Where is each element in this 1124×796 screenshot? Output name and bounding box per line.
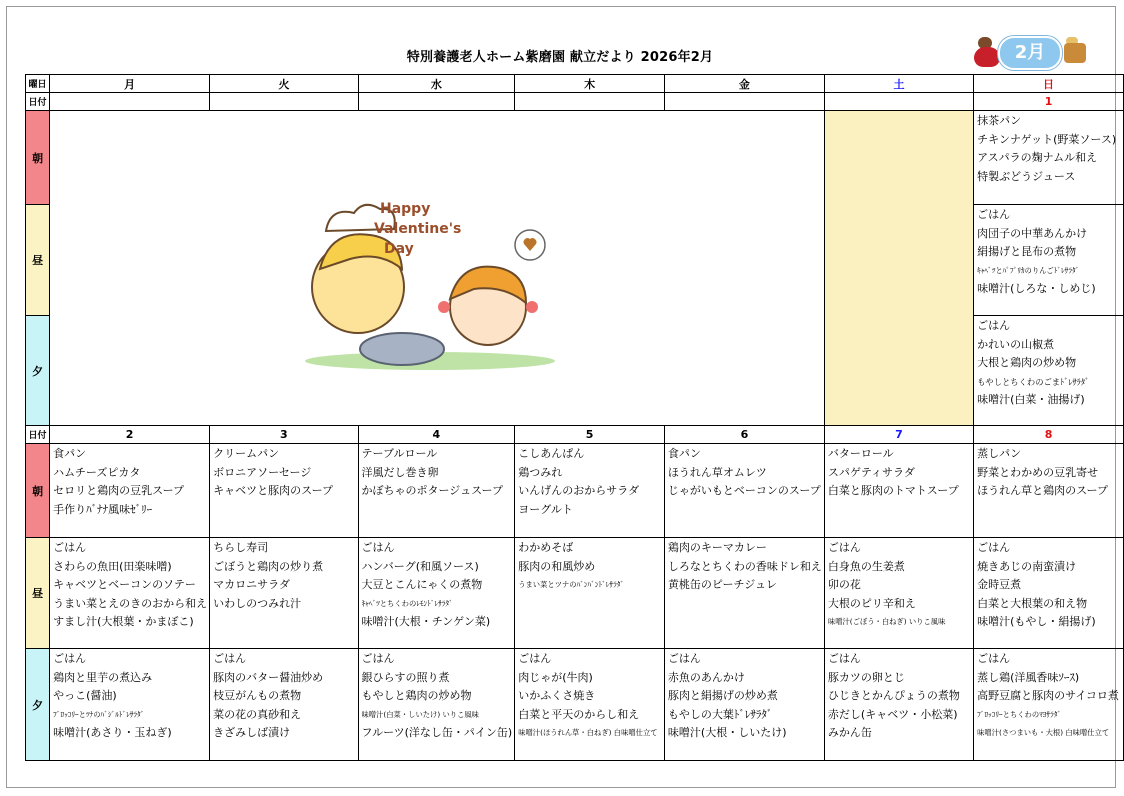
meal-cell-lunch [824, 538, 973, 649]
menu-item: 鶏肉のキーマカレー [667, 541, 767, 554]
menu-item: ｷｬﾍﾞﾂとﾊﾟﾌﾟﾘｶのりんごﾄﾞﾚｻﾗﾀﾞ [977, 265, 1080, 275]
menu-item: ハムチーズピカタ [53, 465, 141, 479]
menu-item: 鶏肉と里芋の煮込み [53, 670, 153, 684]
menu-item: 赤だし(キャベツ・小松菜) [827, 707, 958, 721]
menu-item: いかふくさ焼き [518, 689, 596, 703]
menu-item: 豚カツの卵とじ [827, 670, 905, 684]
menu-item: うまい菜とツナのﾊﾞﾝﾊﾞﾝﾄﾞﾚｻﾗﾀﾞ [518, 580, 625, 590]
menu-item: かぼちゃのポタージュスープ [361, 484, 503, 498]
menu-item: こしあんぱん [518, 447, 585, 460]
menu-item: ごはん [361, 541, 395, 554]
menu-item: わかめそば [518, 541, 574, 554]
meal-cell-dinner [210, 649, 358, 761]
menu-item: ごはん [827, 652, 861, 665]
menu-item: ごはん [977, 652, 1011, 665]
weekday-thu: 木 [515, 75, 665, 93]
week1-breakfast-row [26, 111, 1124, 205]
weekday-fri: 金 [664, 75, 824, 93]
meal-cell-lunch [515, 538, 665, 649]
menu-item: 味噌汁(しろな・しめじ) [977, 282, 1096, 296]
meal-label-dinner: 夕 [26, 649, 50, 761]
menu-item: 白菜と平天のからし和え [518, 707, 640, 721]
meal-cell-breakfast [824, 444, 973, 538]
menu-item: じゃがいもとベーコンのスープ [667, 484, 821, 498]
illustration-cell [50, 111, 825, 426]
menu-item: 蒸しパン [977, 447, 1022, 460]
meal-cell-lunch [358, 538, 515, 649]
date-cell: 5 [515, 426, 665, 444]
menu-item: ヨーグルト [518, 502, 573, 516]
menu-item: 味噌汁(ほうれん草・白ねぎ) 白味噌仕立て [518, 728, 658, 738]
cake-icon [1064, 43, 1086, 63]
weekday-sun: 日 [974, 75, 1124, 93]
heart-icon [974, 47, 1000, 67]
menu-item: キャベツとベーコンのソテー [53, 578, 196, 592]
menu-item: もやしと鶏肉の炒め物 [361, 689, 472, 703]
menu-item: 大根と鶏肉の炒め物 [977, 356, 1077, 370]
menu-item: 手作りﾊﾞﾅﾅ風味ｾﾞﾘｰ [53, 502, 153, 516]
menu-item: ｷｬﾍﾞﾂとちくわのﾚﾓﾝﾄﾞﾚｻﾗﾀﾞ [361, 598, 453, 608]
menu-item: セロリと鶏肉の豆乳スープ [53, 484, 185, 498]
sun-dinner-cell [974, 316, 1124, 426]
meal-label-breakfast: 朝 [26, 444, 50, 538]
meal-cell-lunch [974, 538, 1124, 649]
menu-item: 味噌汁(白菜・油揚げ) [977, 393, 1085, 407]
menu-item: 赤魚のあんかけ [667, 670, 745, 684]
menu-item: チキンナゲット(野菜ソース) [977, 132, 1117, 146]
menu-item: 絹揚げと昆布の煮物 [977, 245, 1077, 259]
menu-item: ごはん [518, 652, 552, 665]
menu-item: マカロニサラダ [213, 578, 291, 592]
menu-item: ごぼうと鶏肉の炒り煮 [213, 559, 324, 573]
menu-item: 大豆とこんにゃくの煮物 [361, 578, 483, 592]
menu-item: ひじきとかんぴょうの煮物 [827, 689, 960, 703]
menu-item: 枝豆がんもの煮物 [213, 689, 302, 703]
menu-item: バターロール [827, 447, 894, 460]
menu-item: ハンバーグ(和風ソース) [361, 559, 479, 573]
illustration-text-line1: Happy [380, 201, 431, 217]
weekday-mon: 月 [50, 75, 210, 93]
menu-item: 銀ひらすの照り煮 [361, 670, 450, 684]
menu-item: 豚肉と絹揚げの炒め煮 [667, 689, 778, 703]
meal-cell-lunch [210, 538, 358, 649]
menu-item: 食パン [667, 447, 701, 460]
valentine-illustration [290, 189, 570, 379]
meal-cell-lunch [50, 538, 210, 649]
menu-item: いわしのつみれ汁 [213, 596, 302, 610]
menu-item: ごはん [827, 541, 861, 554]
menu-item: ごはん [977, 541, 1011, 554]
menu-item: 高野豆腐と豚肉のサイコロ煮 [977, 689, 1119, 703]
menu-item: ほうれん草オムレツ [667, 465, 767, 479]
weekday-sat: 土 [824, 75, 973, 93]
menu-item: ﾌﾞﾛｯｺﾘｰとちくわのﾏﾖｻﾗﾀﾞ [977, 709, 1062, 719]
menu-item: 焼きあじの南蛮漬け [977, 559, 1077, 573]
menu-item: ごはん [977, 319, 1011, 332]
weekday-label: 曜日 [26, 75, 50, 93]
meal-cell-lunch [664, 538, 824, 649]
meal-label-breakfast: 朝 [26, 111, 50, 205]
menu-item: 味噌汁(白菜・しいたけ) いりこ風味 [361, 709, 479, 719]
menu-item: クリームパン [213, 447, 280, 460]
week2-breakfast-row [26, 444, 1124, 538]
weekday-header-row [26, 75, 1124, 93]
meal-cell-breakfast [210, 444, 358, 538]
weekday-wed: 水 [358, 75, 515, 93]
menu-item: 味噌汁(大根・チンゲン菜) [361, 615, 491, 629]
menu-item: ごはん [53, 652, 87, 665]
meal-cell-breakfast [50, 444, 210, 538]
menu-item: うまい菜とえのきのおから和え [53, 596, 208, 610]
menu-item: 味噌汁(あさり・玉ねぎ) [53, 726, 172, 740]
weekday-tue: 火 [210, 75, 358, 93]
menu-item: ごはん [213, 652, 247, 665]
saturday-empty-cell [824, 111, 973, 426]
menu-item: もやしの大葉ﾄﾞﾚｻﾗﾀﾞ [667, 707, 773, 721]
date-cell [515, 93, 665, 111]
sun-lunch-cell [974, 205, 1124, 316]
date-cell [50, 93, 210, 111]
meal-label-lunch: 昼 [26, 538, 50, 649]
sun-breakfast-cell [974, 111, 1124, 205]
date-cell: 4 [358, 426, 515, 444]
date-cell: 1 [974, 93, 1124, 111]
week2-dinner-row [26, 649, 1124, 761]
menu-item: もやしとちくわのごまﾄﾞﾚｻﾗﾀﾞ [977, 376, 1090, 387]
menu-item: ごはん [53, 541, 87, 554]
menu-item: しろなとちくわの香味ドレ和え [667, 559, 822, 573]
illustration-text-line2: Valentine's [374, 221, 462, 237]
menu-item: テーブルロール [361, 447, 438, 460]
meal-label-dinner: 夕 [26, 316, 50, 426]
menu-item: アスパラの麹ナムル和え [977, 151, 1098, 165]
date-row-week2 [26, 426, 1124, 444]
menu-item: 肉団子の中華あんかけ [977, 226, 1088, 240]
menu-item: ﾌﾞﾛｯｺﾘｰとﾂﾅのﾊﾞｼﾞﾙﾄﾞﾚｻﾗﾀﾞ [53, 709, 145, 719]
week2-lunch-row [26, 538, 1124, 649]
meal-cell-dinner [515, 649, 665, 761]
menu-item: さわらの魚田(田楽味噌) [53, 559, 172, 573]
menu-item: 肉じゃが(牛肉) [518, 670, 593, 684]
meal-cell-dinner [974, 649, 1124, 761]
menu-item: 味噌汁(さつまいも・大根) 白味噌仕立て [977, 728, 1110, 738]
menu-item: すまし汁(大根葉・かまぼこ) [53, 615, 194, 629]
meal-cell-dinner [824, 649, 973, 761]
meal-cell-breakfast [974, 444, 1124, 538]
date-row-week1 [26, 93, 1124, 111]
menu-item: 菜の花の真砂和え [213, 707, 302, 721]
menu-item: ちらし寿司 [213, 541, 269, 554]
meal-cell-dinner [50, 649, 210, 761]
date-cell: 8 [974, 426, 1124, 444]
date-cell [210, 93, 358, 111]
menu-item: 豚肉のバター醤油炒め [213, 670, 324, 684]
menu-item: かれいの山椒煮 [977, 337, 1055, 351]
date-label: 日付 [26, 426, 50, 444]
menu-item: 金時豆煮 [977, 578, 1022, 592]
mixing-bowl-icon [360, 333, 444, 365]
menu-item: 卯の花 [827, 578, 861, 592]
menu-item: フルーツ(洋なし缶・パイン缶) [361, 726, 513, 740]
date-label: 日付 [26, 93, 50, 111]
hair-ribbon-icon [438, 301, 450, 313]
menu-item: ボロニアソーセージ [213, 465, 312, 479]
menu-item: 食パン [53, 447, 87, 460]
menu-item: ごはん [361, 652, 395, 665]
hair-ribbon-icon [526, 301, 538, 313]
menu-item: きざみしば漬け [213, 726, 291, 740]
illustration-text-line3: Day [384, 241, 414, 257]
month-badge: 2月 [998, 36, 1062, 70]
meal-cell-breakfast [664, 444, 824, 538]
meal-cell-breakfast [358, 444, 515, 538]
menu-item: キャベツと豚肉のスープ [213, 484, 334, 498]
menu-item: スパゲティサラダ [827, 465, 915, 479]
menu-item: 白菜と豚肉のトマトスープ [827, 484, 959, 498]
menu-item: 鶏つみれ [518, 465, 563, 479]
menu-item: やっこ(醤油) [53, 689, 117, 703]
meal-cell-breakfast [515, 444, 665, 538]
date-cell: 6 [664, 426, 824, 444]
month-logo [972, 33, 1090, 71]
date-cell [824, 93, 973, 111]
menu-item: 味噌汁(大根・しいたけ) [667, 726, 787, 740]
menu-item: ごはん [667, 652, 701, 665]
menu-item: 大根のピリ辛和え [827, 596, 916, 610]
menu-item: 蒸し鶏(洋風香味ｿｰｽ) [977, 670, 1080, 684]
menu-item: 白身魚の生姜煮 [827, 559, 905, 573]
menu-item: 黄桃缶のピーチジュレ [667, 578, 778, 592]
page-title: 特別養護老人ホーム紫磨園 献立だより 2026年2月 [406, 50, 714, 65]
menu-item: いんげんのおからサラダ [518, 484, 640, 498]
date-cell [664, 93, 824, 111]
menu-item: ごはん [977, 208, 1011, 221]
menu-item: 味噌汁(もやし・絹揚げ) [977, 615, 1096, 629]
meal-label-lunch: 昼 [26, 205, 50, 316]
menu-item: 味噌汁(ごぼう・白ねぎ) いりこ風味 [827, 617, 946, 627]
meal-cell-dinner [358, 649, 515, 761]
menu-item: 野菜とわかめの豆乳寄せ [977, 465, 1099, 479]
menu-item: 洋風だし巻き卵 [361, 465, 439, 479]
date-cell: 2 [50, 426, 210, 444]
menu-table [25, 74, 1124, 761]
date-cell [358, 93, 515, 111]
meal-cell-dinner [664, 649, 824, 761]
menu-item: 特製ぶどうジュース [977, 169, 1076, 183]
menu-item: 抹茶パン [977, 114, 1022, 127]
date-cell: 3 [210, 426, 358, 444]
menu-item: みかん缶 [827, 726, 872, 740]
menu-item: 白菜と大根葉の和え物 [977, 596, 1088, 610]
menu-item: ほうれん草と鶏肉のスープ [977, 484, 1109, 498]
date-cell: 7 [824, 426, 973, 444]
menu-item: 豚肉の和風炒め [518, 559, 596, 573]
